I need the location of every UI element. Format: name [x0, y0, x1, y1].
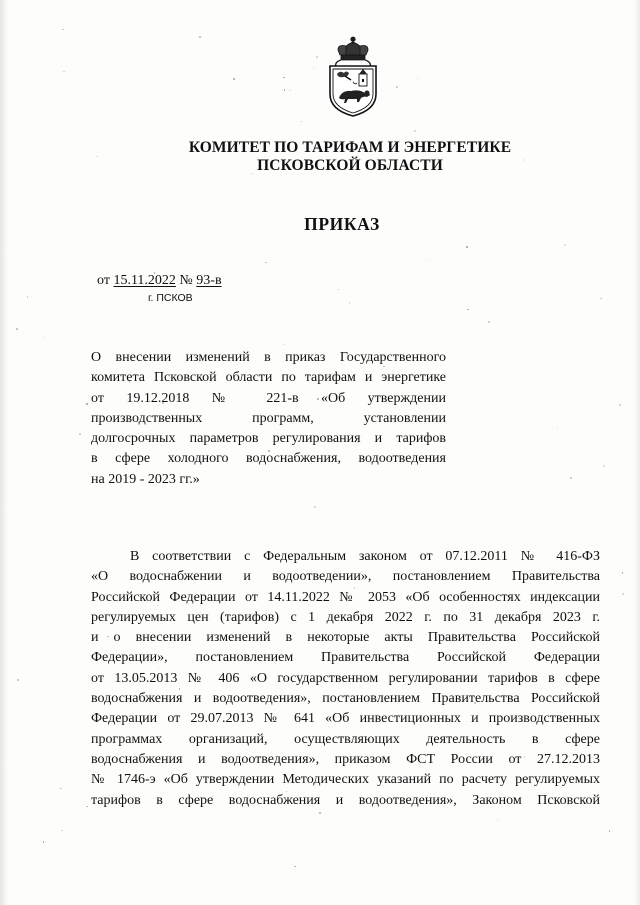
scan-speck	[414, 130, 416, 132]
body-line: Российской Федерации от 14.11.2022 № 2053 «Об особенностях индексации	[91, 589, 600, 605]
scan-speck	[199, 36, 201, 38]
scan-speck	[622, 572, 624, 574]
scan-speck	[44, 337, 46, 339]
scan-speck	[233, 78, 235, 80]
body-line: «О водоснабжении и водоотведении», постановлением Правительства	[91, 569, 600, 585]
scan-speck	[86, 806, 88, 808]
scan-speck	[570, 477, 572, 479]
subject-line: производственных программ, установлении	[91, 410, 446, 426]
scan-speck	[316, 56, 318, 58]
scan-speck	[314, 506, 316, 508]
subject-paragraph	[91, 348, 446, 490]
scan-speck	[337, 289, 339, 291]
body-paragraph	[91, 547, 600, 811]
body-line: Федерации», постановлением Правительства Российской Федерации	[91, 650, 600, 666]
scan-speck	[284, 89, 286, 91]
scan-speck	[283, 344, 285, 346]
scan-speck	[396, 86, 398, 88]
scan-speck	[62, 29, 64, 31]
scan-speck	[43, 841, 45, 843]
subject-line: в сфере холодного водоснабжения, водоотведения	[91, 451, 446, 467]
body-line: № 1746-э «Об утверждении Методических указаний по расчету регулируемых	[91, 772, 600, 788]
scan-speck	[466, 246, 468, 248]
scan-speck	[79, 433, 81, 435]
scan-speck	[289, 90, 291, 92]
body-line: водоснабжения и водоотведения», приказом ФСТ России от 27.12.2013	[91, 751, 600, 767]
scan-speck	[17, 679, 19, 681]
scan-speck	[467, 309, 469, 311]
body-line: и о внесении изменений в некоторые акты Правительства Российской	[91, 630, 600, 646]
scan-speck	[301, 121, 303, 123]
body-line: В соответствии с Федеральным законом от 07.12.2011 № 416-ФЗ	[130, 549, 600, 564]
scan-speck	[60, 788, 62, 790]
scan-speck	[294, 866, 296, 868]
body-line: тарифов в сфере водоснабжения и водоотведения», Законом Псковской	[91, 792, 600, 808]
document-number: 93-в	[196, 273, 222, 288]
scan-speck	[16, 328, 18, 330]
scan-speck	[313, 67, 315, 69]
body-line: водоснабжения и водоотведения», постановлением Правительства Российской	[91, 691, 600, 707]
scan-speck	[603, 465, 605, 467]
scan-speck	[86, 403, 88, 405]
scan-speck	[349, 302, 351, 304]
body-line: программах организаций, осуществляющих деятельность в сфере	[91, 731, 600, 747]
scan-speck	[417, 78, 419, 80]
body-line: Федерации от 29.07.2013 № 641 «Об инвестиционных и производственных	[91, 711, 600, 727]
scan-speck	[619, 404, 621, 406]
document-city: г. ПСКОВ	[148, 292, 193, 304]
scan-speck	[564, 244, 566, 246]
committee-name-line-1: КОМИТЕТ ПО ТАРИФАМ И ЭНЕРГЕТИКЕ	[188, 139, 512, 156]
scan-speck	[609, 830, 611, 832]
subject-line: комитета Псковской области по тарифам и энергетике	[91, 370, 446, 386]
scan-speck	[622, 593, 624, 595]
scan-speck	[283, 77, 285, 79]
scan-speck	[600, 298, 602, 300]
scan-speck	[319, 812, 321, 814]
scan-speck	[488, 321, 490, 323]
date-number-line	[97, 273, 222, 289]
scan-speck	[27, 296, 29, 298]
scan-speck	[61, 830, 63, 832]
scan-speck	[426, 259, 428, 261]
scan-speck	[557, 427, 559, 429]
body-line: от 13.05.2013 № 406 «О государственном регулировании тарифов в сфере	[91, 670, 600, 686]
subject-line: долгосрочных параметров регулирования и тарифов	[91, 431, 446, 447]
scan-speck	[63, 71, 65, 73]
subject-line: от 19.12.2018 № 221-в «Об утверждении	[91, 390, 446, 406]
scan-edge-right	[634, 0, 640, 905]
subject-line: О внесении изменений в приказ Государственного	[91, 350, 446, 365]
subject-line: на 2019 - 2023 гг.»	[91, 471, 200, 487]
document-type-title: ПРИКАЗ	[304, 214, 380, 234]
committee-name-line-2: ПСКОВСКОЙ ОБЛАСТИ	[257, 157, 443, 174]
pskov-coat-of-arms-icon	[324, 36, 382, 118]
document-date: 15.11.2022	[113, 273, 176, 288]
number-sign: №	[179, 273, 193, 288]
date-prefix: от	[97, 273, 110, 288]
scan-speck	[497, 820, 499, 822]
scan-edge-left	[0, 0, 8, 905]
scan-speck	[265, 262, 267, 264]
body-line: регулируемых цен (тарифов) с 1 декабря 2022 г. по 31 декабря 2023 г.	[91, 609, 600, 625]
